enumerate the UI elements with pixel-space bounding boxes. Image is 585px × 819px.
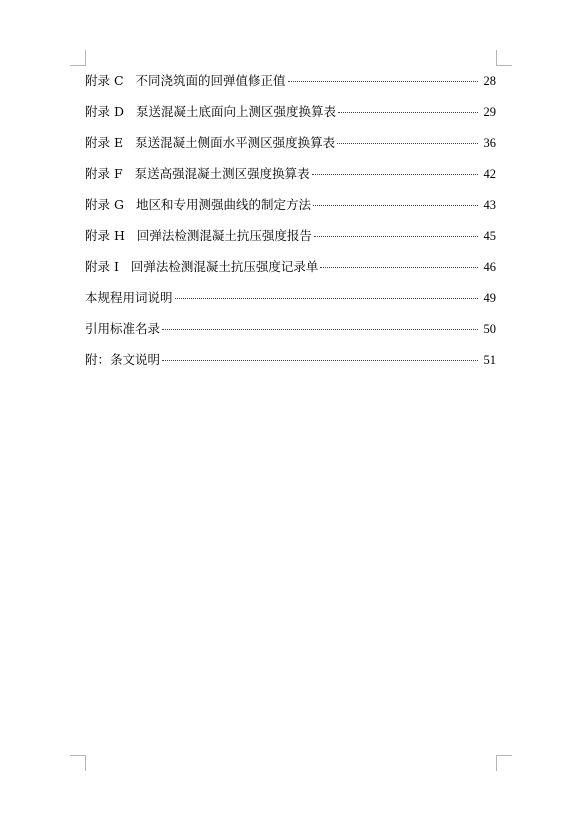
toc-entry-appendix-g[interactable] — [85, 195, 496, 226]
dot-leader — [162, 329, 478, 330]
toc-title: 地区和专用测强曲线的制定方法 — [135, 197, 311, 212]
toc-title: 引用标准名录 — [85, 321, 161, 336]
toc-page-number: 36 — [483, 136, 496, 150]
toc-entry-appendix-i[interactable] — [85, 257, 496, 288]
toc-title: 不同浇筑面的回弹值修正值 — [135, 73, 286, 88]
toc-prefix: 附录 G — [85, 197, 124, 212]
toc-entry-terminology[interactable] — [85, 288, 496, 319]
toc-title: 附：条文说明 — [85, 352, 161, 367]
toc-prefix: 附录 I — [85, 259, 119, 274]
dot-leader — [337, 143, 478, 144]
toc-page-number: 42 — [483, 167, 496, 181]
toc-page-number: 45 — [483, 229, 496, 243]
toc-page-number: 49 — [483, 291, 496, 305]
toc-page-number: 46 — [483, 260, 496, 274]
dot-leader — [320, 267, 478, 268]
crop-mark-top-right — [496, 50, 512, 66]
toc-entry-appendix-f[interactable] — [85, 164, 496, 195]
toc-entry-explanation[interactable] — [85, 350, 496, 381]
toc-entry-referenced-standards[interactable] — [85, 319, 496, 350]
crop-mark-bottom-right — [496, 755, 512, 771]
table-of-contents — [85, 71, 496, 381]
toc-prefix: 附录 H — [85, 228, 125, 243]
toc-prefix: 附录 C — [85, 73, 124, 88]
toc-title: 回弹法检测混凝土抗压强度报告 — [136, 228, 312, 243]
crop-mark-top-left — [70, 50, 86, 66]
toc-page-number: 51 — [483, 353, 496, 367]
toc-title: 回弹法检测混凝土抗压强度记录单 — [130, 259, 319, 274]
toc-entry-appendix-h[interactable] — [85, 226, 496, 257]
toc-page-number: 29 — [483, 105, 496, 119]
dot-leader — [313, 205, 478, 206]
toc-entry-appendix-d[interactable] — [85, 102, 496, 133]
toc-entry-appendix-c[interactable] — [85, 71, 496, 102]
dot-leader — [175, 298, 478, 299]
toc-prefix: 附录 D — [85, 104, 124, 119]
toc-title: 泵送高强混凝土测区强度换算表 — [134, 166, 310, 181]
toc-page-number: 43 — [483, 198, 496, 212]
toc-title: 泵送混凝土侧面水平测区强度换算表 — [135, 135, 336, 150]
toc-entry-appendix-e[interactable] — [85, 133, 496, 164]
toc-prefix: 附录 F — [85, 166, 123, 181]
toc-page-number: 50 — [483, 322, 496, 336]
dot-leader — [338, 112, 478, 113]
toc-title: 泵送混凝土底面向上测区强度换算表 — [136, 104, 337, 119]
dot-leader — [314, 236, 478, 237]
crop-mark-bottom-left — [70, 755, 86, 771]
toc-title: 本规程用词说明 — [85, 290, 173, 305]
toc-page-number: 28 — [483, 74, 496, 88]
dot-leader — [162, 360, 478, 361]
dot-leader — [312, 174, 478, 175]
toc-prefix: 附录 E — [85, 135, 124, 150]
dot-leader — [288, 81, 478, 82]
